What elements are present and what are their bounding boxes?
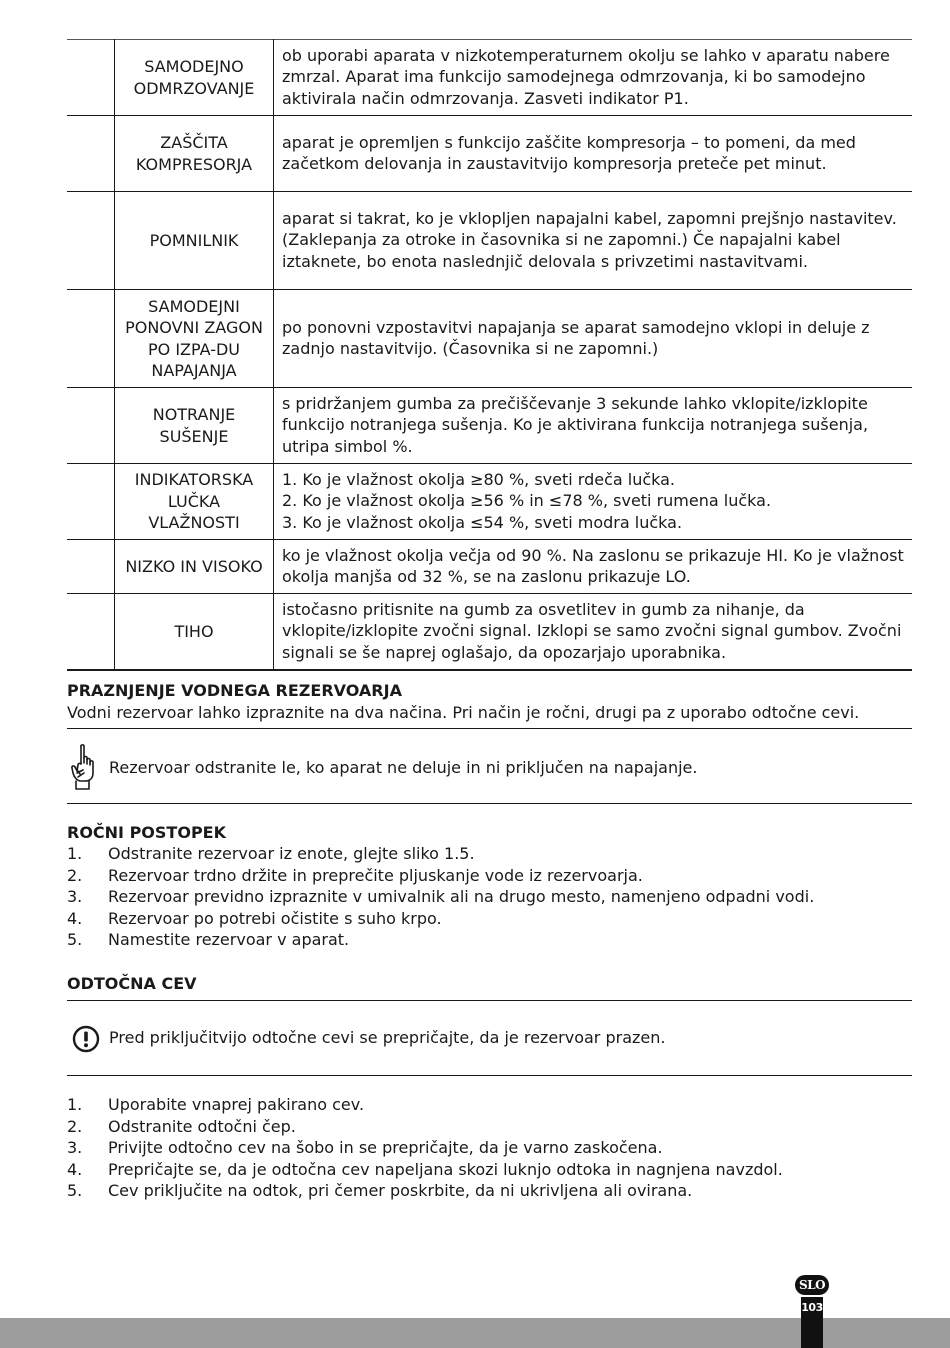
divider [67, 1000, 912, 1001]
feature-description: po ponovni vzpostavitvi napajanja se aparat samodejno vklopi in deluje z zadnjo nastavitvijo. (Časovnika si ne zapomni.) [274, 290, 913, 388]
feature-name: SAMODEJNI PONOVNI ZAGON PO IZPA-DU NAPAJANJA [115, 290, 274, 388]
step-text: Odstranite odtočni čep. [108, 1116, 296, 1136]
table-row [67, 594, 912, 671]
section-heading-emptying: PRAZNJENJE VODNEGA REZERVOARJA [67, 681, 402, 700]
step-number: 3. [67, 887, 83, 906]
emptying-note: Rezervoar odstranite le, ko aparat ne deluje in ni priključen na napajanje. [109, 758, 698, 777]
drain-warning: Pred priključitvijo odtočne cevi se prepričajte, da je rezervoar prazen. [109, 1028, 666, 1047]
feature-name: INDIKATORSKA LUČKA VLAŽNOSTI [115, 464, 274, 540]
empty-cell [67, 40, 115, 116]
feature-table [67, 39, 912, 671]
list-item [67, 1159, 783, 1181]
feature-description: ko je vlažnost okolja večja od 90 %. Na zaslonu se prikazuje HI. Ko je vlažnost okolja manjša od 32 %, se na zaslonu prikazuje LO. [274, 540, 913, 594]
humidity-line: 2. Ko je vlažnost okolja ≥56 % in ≤78 %, sveti rumena lučka. [282, 491, 772, 511]
divider [67, 728, 912, 729]
list-item [67, 1094, 783, 1116]
list-item [67, 929, 814, 951]
step-text: Uporabite vnaprej pakirano cev. [108, 1095, 365, 1114]
step-number: 3. [67, 1138, 83, 1157]
humidity-line: 3. Ko je vlažnost okolja ≤54 %, sveti modra lučka. [282, 512, 683, 532]
language-badge: SLO [795, 1275, 829, 1295]
empty-cell [67, 540, 115, 594]
table-row [67, 540, 912, 594]
step-text: Namestite rezervoar v aparat. [108, 930, 350, 949]
table-row [67, 290, 912, 388]
empty-cell [67, 192, 115, 290]
step-number: 4. [67, 1159, 83, 1179]
empty-cell [67, 464, 115, 540]
feature-name: POMNILNIK [115, 192, 274, 290]
feature-name: ZAŠČITA KOMPRESORJA [115, 116, 274, 192]
divider [67, 803, 912, 804]
section-heading-drain: ODTOČNA CEV [67, 974, 197, 993]
step-number: 2. [67, 865, 83, 885]
step-text: Rezervoar previdno izpraznite v umivalnik ali na drugo mesto, namenjeno odpadni vodi. [108, 887, 815, 906]
feature-name: NOTRANJE SUŠENJE [115, 388, 274, 464]
step-number: 2. [67, 1116, 83, 1136]
table-row [67, 40, 912, 116]
emptying-intro: Vodni rezervoar lahko izpraznite na dva načina. Pri način je ročni, drugi pa z uporabo odtočne cevi. [67, 703, 860, 722]
feature-name: SAMODEJNO ODMRZOVANJE [115, 40, 274, 116]
empty-cell [67, 594, 115, 671]
list-item [67, 843, 814, 865]
step-number: 4. [67, 908, 83, 928]
list-item [67, 1116, 783, 1138]
drain-steps-list [67, 1094, 783, 1202]
step-text: Privijte odtočno cev na šobo in se prepričajte, da je varno zaskočena. [108, 1138, 663, 1157]
list-item [67, 1137, 783, 1159]
feature-description: s pridržanjem gumba za prečiščevanje 3 sekunde lahko vklopite/izklopite funkcijo notranjega sušenja. Ko je aktivirana funkcija notranjega sušenja, utripa simbol %. [274, 388, 913, 464]
feature-description [274, 464, 913, 540]
table-row [67, 464, 912, 540]
humidity-line: 1. Ko je vlažnost okolja ≥80 %, sveti rdeča lučka. [282, 469, 676, 489]
step-number: 1. [67, 1095, 83, 1114]
feature-description: aparat je opremljen s funkcijo zaščite kompresorja – to pomeni, da med začetkom delovanja in zaustavitvijo kompresorja preteče pet minut. [274, 116, 913, 192]
list-item [67, 886, 814, 908]
hand-pointing-icon [69, 743, 99, 791]
step-text: Cev priključite na odtok, pri čemer poskrbite, da ni ukrivljena ali ovirana. [108, 1181, 693, 1200]
manual-steps-list [67, 843, 814, 951]
feature-name: TIHO [115, 594, 274, 671]
section-heading-manual: ROČNI POSTOPEK [67, 823, 226, 842]
step-number: 1. [67, 844, 83, 863]
list-item [67, 865, 814, 887]
table-row [67, 388, 912, 464]
step-number: 5. [67, 930, 83, 949]
empty-cell [67, 290, 115, 388]
table-row [67, 116, 912, 192]
page-number: 103 [801, 1301, 823, 1314]
list-item [67, 908, 814, 930]
feature-name: NIZKO IN VISOKO [115, 540, 274, 594]
step-text: Rezervoar po potrebi očistite s suho krpo. [108, 908, 442, 928]
feature-description: istočasno pritisnite na gumb za osvetlitev in gumb za nihanje, da vklopite/izklopite zvočni signal. Izklopi se samo zvočni signal gumbov. Zvočni signali se še naprej oglašajo, da opozarjajo uporabnika. [274, 594, 913, 671]
empty-cell [67, 116, 115, 192]
empty-cell [67, 388, 115, 464]
feature-description: aparat si takrat, ko je vklopljen napajalni kabel, zapomni prejšnjo nastavitev. (Zaklepanja za otroke in časovnika si ne zapomni.) Če napajalni kabel iztaknete, bo enota naslednjič delovala s privzetimi nastavitvami. [274, 192, 913, 290]
step-text: Rezervoar trdno držite in preprečite pljuskanje vode iz rezervoarja. [108, 865, 643, 885]
step-text: Odstranite rezervoar iz enote, glejte sliko 1.5. [108, 844, 475, 863]
step-text: Prepričajte se, da je odtočna cev napeljana skozi luknjo odtoka in nagnjena navzdol. [108, 1159, 783, 1179]
step-number: 5. [67, 1181, 83, 1200]
table-row [67, 192, 912, 290]
exclamation-circle-icon [72, 1025, 100, 1053]
divider [67, 1075, 912, 1076]
list-item [67, 1180, 783, 1202]
feature-description: ob uporabi aparata v nizkotemperaturnem okolju se lahko v aparatu nabere zmrzal. Aparat ima funkcijo samodejnega odmrzovanja, ki bo samodejno aktivirala način odmrzovanja. Zasveti indikator P1. [274, 40, 913, 116]
